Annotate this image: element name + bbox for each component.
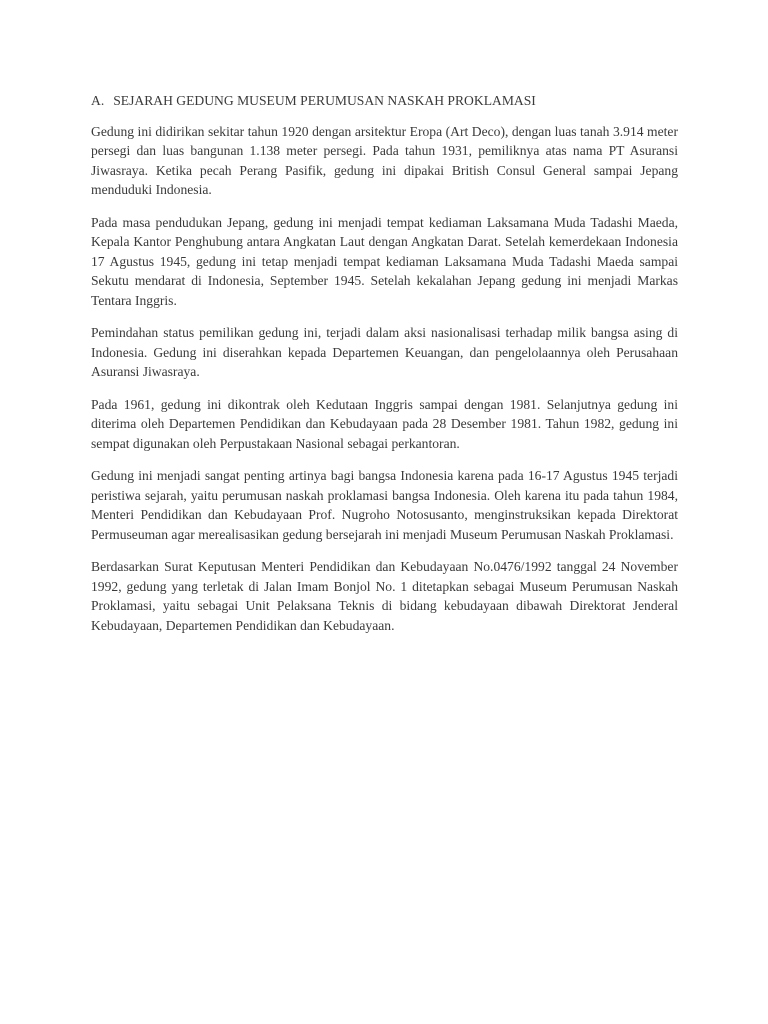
- section-marker: A.: [91, 93, 105, 108]
- paragraph-4: Pada 1961, gedung ini dikontrak oleh Kedutaan Inggris sampai dengan 1981. Selanjutnya gedung ini diterima oleh Departemen Pendidikan dan Kebudayaan pada 28 Desember 1981. Tahun 1982, gedung ini sempat digunakan oleh Perpustakaan Nasional sebagai perkantoran.: [91, 396, 678, 451]
- document-page: [91, 91, 678, 648]
- section-heading: [91, 91, 678, 111]
- paragraph-1: Gedung ini didirikan sekitar tahun 1920 dengan arsitektur Eropa (Art Deco), dengan luas tanah 3.914 meter persegi dan luas bangunan 1.138 meter persegi. Pada tahun 1931, pemiliknya atas nama PT Asuransi Jiwasraya. Ketika pecah Perang Pasifik, gedung ini dipakai British Consul General sampai Jepang menduduki Indonesia.: [91, 123, 678, 197]
- paragraph-5: Gedung ini menjadi sangat penting artinya bagi bangsa Indonesia karena pada 16-17 Agustus 1945 terjadi peristiwa sejarah, yaitu perumusan naskah proklamasi bangsa Indonesia. Oleh karena itu pada tahun 1984, Menteri Pendidikan dan Kebudayaan Prof. Nugroho Notosusanto, menginstruksikan kepada Direktorat Permuseuman agar merealisasikan gedung bersejarah ini menjadi Museum Perumusan Naskah Proklamasi.: [91, 468, 678, 542]
- paragraph-2: Pada masa pendudukan Jepang, gedung ini menjadi tempat kediaman Laksamana Muda Tadashi Maeda, Kepala Kantor Penghubung antara Angkatan Laut dengan Angkatan Darat. Setelah kemerdekaan Indonesia 17 Agustus 1945, gedung ini tetap menjadi tempat kediaman Laksamana Muda Tadashi Maeda sampai Sekutu mendarat di Indonesia, September 1945. Setelah kekalahan Jepang gedung ini menjadi Markas Tentara Inggris.: [91, 214, 678, 308]
- paragraph-3: Pemindahan status pemilikan gedung ini, terjadi dalam aksi nasionalisasi terhadap milik bangsa asing di Indonesia. Gedung ini diserahkan kepada Departemen Keuangan, dan pengelolaannya oleh Perusahaan Asuransi Jiwasraya.: [91, 325, 678, 379]
- paragraph-6: Berdasarkan Surat Keputusan Menteri Pendidikan dan Kebudayaan No.0476/1992 tanggal 24 November 1992, gedung yang terletak di Jalan Imam Bonjol No. 1 ditetapkan sebagai Museum Perumusan Naskah Proklamasi, yaitu sebagai Unit Pelaksana Teknis di bidang kebudayaan dibawah Direktorat Jenderal Kebudayaan, Departemen Pendidikan dan Kebudayaan.: [91, 559, 678, 633]
- section-title: SEJARAH GEDUNG MUSEUM PERUMUSAN NASKAH PROKLAMASI: [113, 93, 536, 108]
